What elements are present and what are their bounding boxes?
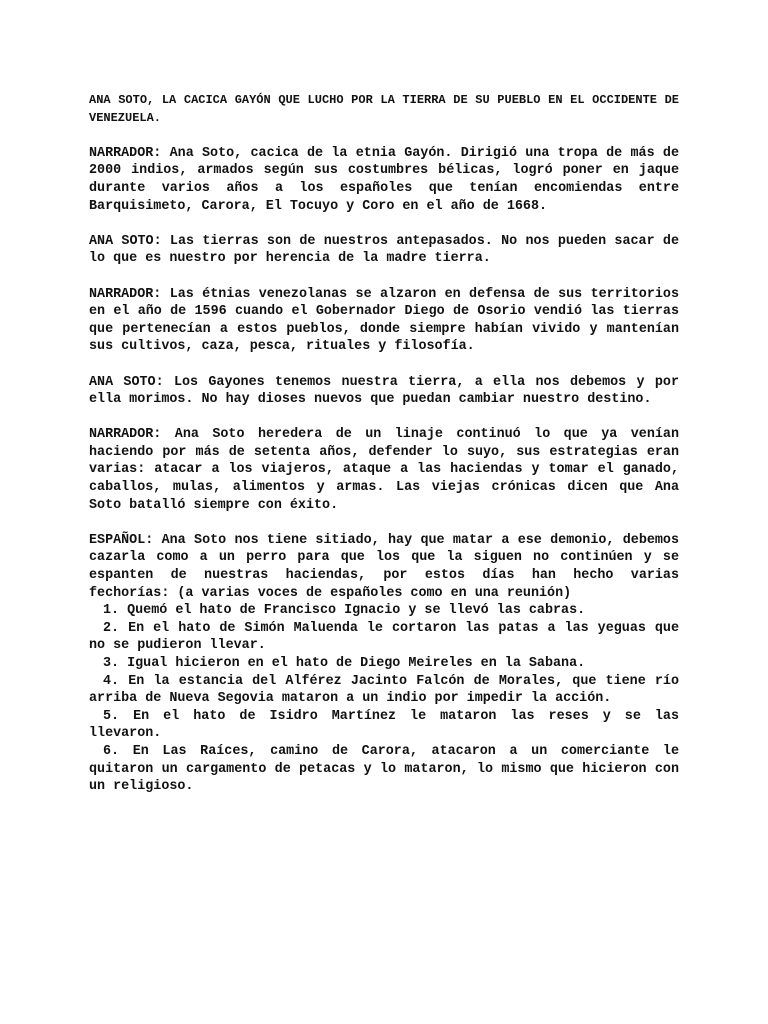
document-page <box>89 92 679 796</box>
paragraph-narrador-2 <box>89 286 679 356</box>
paragraph-text: Los Gayones tenemos nuestra tierra, a ella nos debemos y por ella morimos. No hay dioses nuevos que puedan cambiar nuestro destino. <box>89 374 679 408</box>
paragraph-espanol <box>89 532 679 602</box>
fechorias-list <box>89 602 679 796</box>
speaker-label: NARRADOR: <box>89 286 162 302</box>
speaker-label: NARRADOR: <box>89 145 162 161</box>
paragraph-narrador-3 <box>89 426 679 514</box>
paragraph-text: Ana Soto, cacica de la etnia Gayón. Dirigió una tropa de más de 2000 indios, armados según sus costumbres bélicas, logró poner en jaque durante varios años a los españoles que tenían encomiendas entre Barquisimeto, Carora, El Tocuyo y Coro en el año de 1668. <box>89 145 679 214</box>
speaker-label: NARRADOR: <box>89 427 162 443</box>
list-item: 5. En el hato de Isidro Martínez le mataron las reses y se las llevaron. <box>89 708 679 742</box>
list-item: 4. En la estancia del Alférez Jacinto Falcón de Morales, que tiene río arriba de Nueva Segovia mataron a un indio por impedir la acción. <box>89 673 679 707</box>
paragraph-text: Las tierras son de nuestros antepasados. No nos pueden sacar de lo que es nuestro por herencia de la madre tierra. <box>89 233 679 267</box>
paragraph-text: Ana Soto nos tiene sitiado, hay que matar a ese demonio, debemos cazarla como a un perro para que los que la siguen no continúen y se espanten de nuestras haciendas, por estos días han hecho varias fechorías: (a varias voces de españoles como en una reunión) <box>89 532 679 601</box>
list-item: 6. En Las Raíces, camino de Carora, atacaron a un comerciante le quitaron un cargamento de petacas y lo mataron, lo mismo que hicieron con un religioso. <box>89 743 679 795</box>
speaker-label: ESPAÑOL: <box>89 532 154 548</box>
paragraph-ana-soto-1 <box>89 233 679 268</box>
document-title: ANA SOTO, LA CACICA GAYÓN QUE LUCHO POR LA TIERRA DE SU PUEBLO EN EL OCCIDENTE DE VENEZUELA. <box>89 93 679 125</box>
speaker-label: ANA SOTO: <box>89 374 164 390</box>
paragraph-ana-soto-2 <box>89 374 679 409</box>
paragraph-text: Ana Soto heredera de un linaje continuó lo que ya venían haciendo por más de setenta años, defender lo suyo, sus estrategias eran varias: atacar a los viajeros, ataque a las haciendas y tomar el ganado, caballos, mulas, alimentos y armas. Las viejas crónicas dicen que Ana Soto batalló siempre con éxito. <box>89 427 679 513</box>
list-item: 1. Quemó el hato de Francisco Ignacio y se llevó las cabras. <box>103 603 586 619</box>
paragraph-narrador-1 <box>89 145 679 215</box>
speaker-label: ANA SOTO: <box>89 233 162 249</box>
list-item: 3. Igual hicieron en el hato de Diego Meireles en la Sabana. <box>103 656 586 671</box>
list-item: 2. En el hato de Simón Maluenda le cortaron las patas a las yeguas que no se pudieron llevar. <box>89 620 679 654</box>
paragraph-text: Las étnias venezolanas se alzaron en defensa de sus territorios en el año de 1596 cuando el Gobernador Diego de Osorio vendió las tierras que pertenecían a estos pueblos, donde siempre habían vivido y mantenían sus cultivos, caza, pesca, rituales y filosofía. <box>89 286 679 355</box>
